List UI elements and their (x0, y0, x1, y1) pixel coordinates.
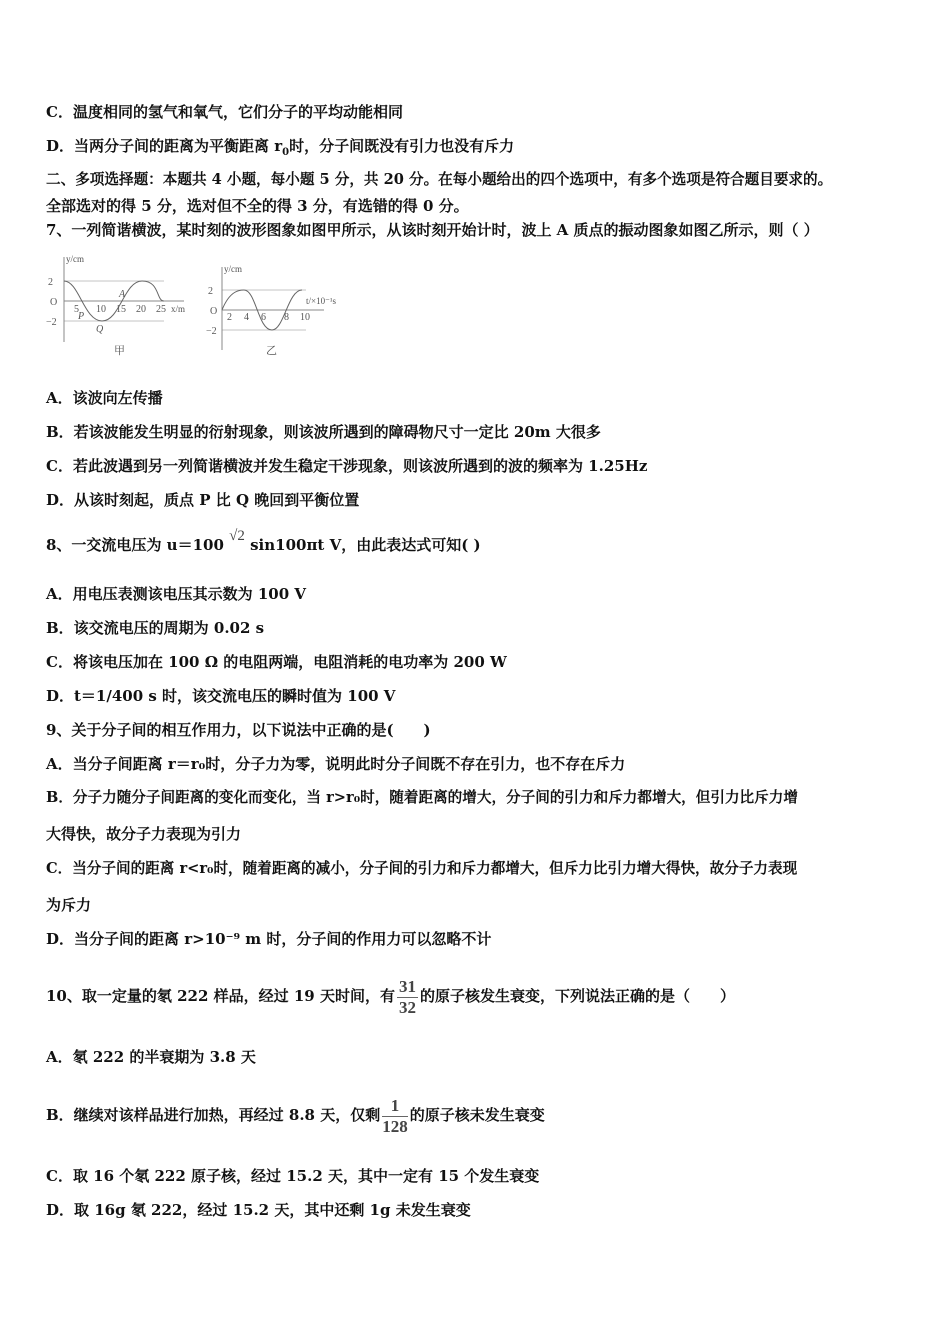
text: sin100πt V，由此表达式可知( ) (250, 536, 481, 554)
y-tick: 2 (208, 286, 213, 297)
q8-option-b: B．该交流电压的周期为 0.02 s (46, 619, 265, 637)
q9-option-a: A．当分子间距离 r＝r₀时，分子力为零，说明此时分子间既不存在引力，也不存在斥力 (46, 755, 626, 773)
section-heading-1: 二、多项选择题：本题共 4 小题，每小题 5 分，共 20 分。在每小题给出的四个选项中，有多个选项是符合题目要求的。 (46, 171, 833, 188)
q7-option-a: A．该波向左传播 (46, 389, 163, 407)
q7-stem: 7、一列简谐横波，某时刻的波形图象如图甲所示，从该时刻开始计时，波上 A 质点的振动图象如图乙所示，则（ ） (46, 221, 819, 239)
q9-option-d: D．当分子间的距离 r>10⁻⁹ m 时，分子间的作用力可以忽略不计 (46, 930, 492, 948)
figure-caption: 甲 (114, 345, 125, 357)
q6-option-d (46, 136, 514, 163)
q10-option-c: C．取 16 个氡 222 原子核，经过 15.2 天，其中一定有 15 个发生衰变 (46, 1167, 540, 1185)
x-tick: 2 (227, 312, 232, 323)
text: 的原子核发生衰变，下列说法正确的是（ ） (419, 987, 735, 1005)
subscript: 0 (282, 147, 290, 158)
text: B．继续对该样品进行加热，再经过 8.8 天，仅剩 (46, 1106, 381, 1124)
q8-option-c: C．将该电压加在 100 Ω 的电阻两端，电阻消耗的电功率为 200 W (46, 653, 507, 671)
y-tick: O (50, 297, 58, 308)
q10-option-b (46, 1086, 545, 1144)
x-tick: 4 (244, 312, 249, 323)
figure-caption: 乙 (266, 345, 277, 357)
y-tick: O (210, 306, 218, 317)
fraction-31-32 (397, 977, 418, 1018)
q8-stem (46, 528, 481, 556)
y-tick: −2 (46, 317, 57, 328)
point-label: A (119, 289, 126, 300)
x-tick: 8 (284, 312, 289, 323)
text: D．当两分子间的距离为平衡距离 r (46, 137, 283, 155)
q10-option-d: D．取 16g 氡 222，经过 15.2 天，其中还剩 1g 未发生衰变 (46, 1201, 471, 1219)
point-label: P (78, 311, 85, 322)
q7-option-c: C．若此波遇到另一列简谐横波并发生稳定干涉现象，则该波所遇到的波的频率为 1.25Hz (46, 457, 648, 475)
sqrt-2: √2 (229, 528, 245, 544)
q9-option-b-line2: 大得快，故分子力表现为引力 (46, 825, 242, 843)
x-axis-label: x/m (171, 304, 186, 314)
q8-option-d: D．t＝1/400 s 时，该交流电压的瞬时值为 100 V (46, 687, 396, 705)
text: 的原子核未发生衰变 (409, 1106, 545, 1124)
q10-option-a: A．氡 222 的半衰期为 3.8 天 (46, 1048, 256, 1066)
numerator: 31 (398, 976, 416, 996)
denominator: 128 (382, 1116, 408, 1136)
q9-stem: 9、关于分子间的相互作用力，以下说法中正确的是( ) (46, 721, 431, 739)
y-tick: −2 (206, 326, 217, 337)
q8-option-a: A．用电压表测该电压其示数为 100 V (46, 585, 307, 603)
q10-stem (46, 967, 735, 1025)
x-axis-label: t/×10⁻¹s (306, 296, 337, 306)
q7-option-d: D．从该时刻起，质点 P 比 Q 晚回到平衡位置 (46, 491, 360, 509)
fraction-1-128 (382, 1096, 408, 1137)
q6-option-c: C．温度相同的氢气和氧气，它们分子的平均动能相同 (46, 103, 403, 121)
y-axis-label: y/cm (224, 264, 242, 274)
x-tick: 25 (156, 304, 166, 315)
y-axis-label: y/cm (66, 254, 84, 264)
x-tick: 6 (261, 312, 266, 323)
text: 时，分子间既没有引力也没有斥力 (289, 137, 515, 155)
text: 10、取一定量的氡 222 样品，经过 19 天时间，有 (46, 987, 395, 1005)
x-tick: 5 (74, 304, 79, 315)
x-tick: 10 (96, 304, 106, 315)
text: 8、一交流电压为 u＝100 (46, 536, 224, 554)
q9-option-c-line1: C．当分子间的距离 r<r₀时，随着距离的减小，分子间的引力和斥力都增大，但斥力比引力增大得快，故分子力表现 (46, 860, 798, 877)
y-tick: 2 (48, 277, 53, 288)
q7-option-b: B．若该波能发生明显的衍射现象，则该波所遇到的障碍物尺寸一定比 20m 大很多 (46, 423, 601, 441)
numerator: 1 (382, 1096, 408, 1117)
x-tick: 15 (116, 304, 126, 315)
q9-option-b-line1: B．分子力随分子间距离的变化而变化，当 r>r₀时，随着距离的增大，分子间的引力和斥力都增大，但引力比斥力增 (46, 789, 798, 806)
q7-figures (44, 252, 364, 362)
q9-option-c-line2: 为斥力 (46, 896, 92, 914)
point-label: Q (96, 324, 104, 335)
x-tick: 10 (300, 312, 310, 323)
denominator: 32 (398, 997, 416, 1017)
section-heading-2: 全部选对的得 5 分，选对但不全的得 3 分，有选错的得 0 分。 (46, 197, 469, 215)
x-tick: 20 (136, 304, 146, 315)
vibration-graph-yi (222, 267, 324, 350)
